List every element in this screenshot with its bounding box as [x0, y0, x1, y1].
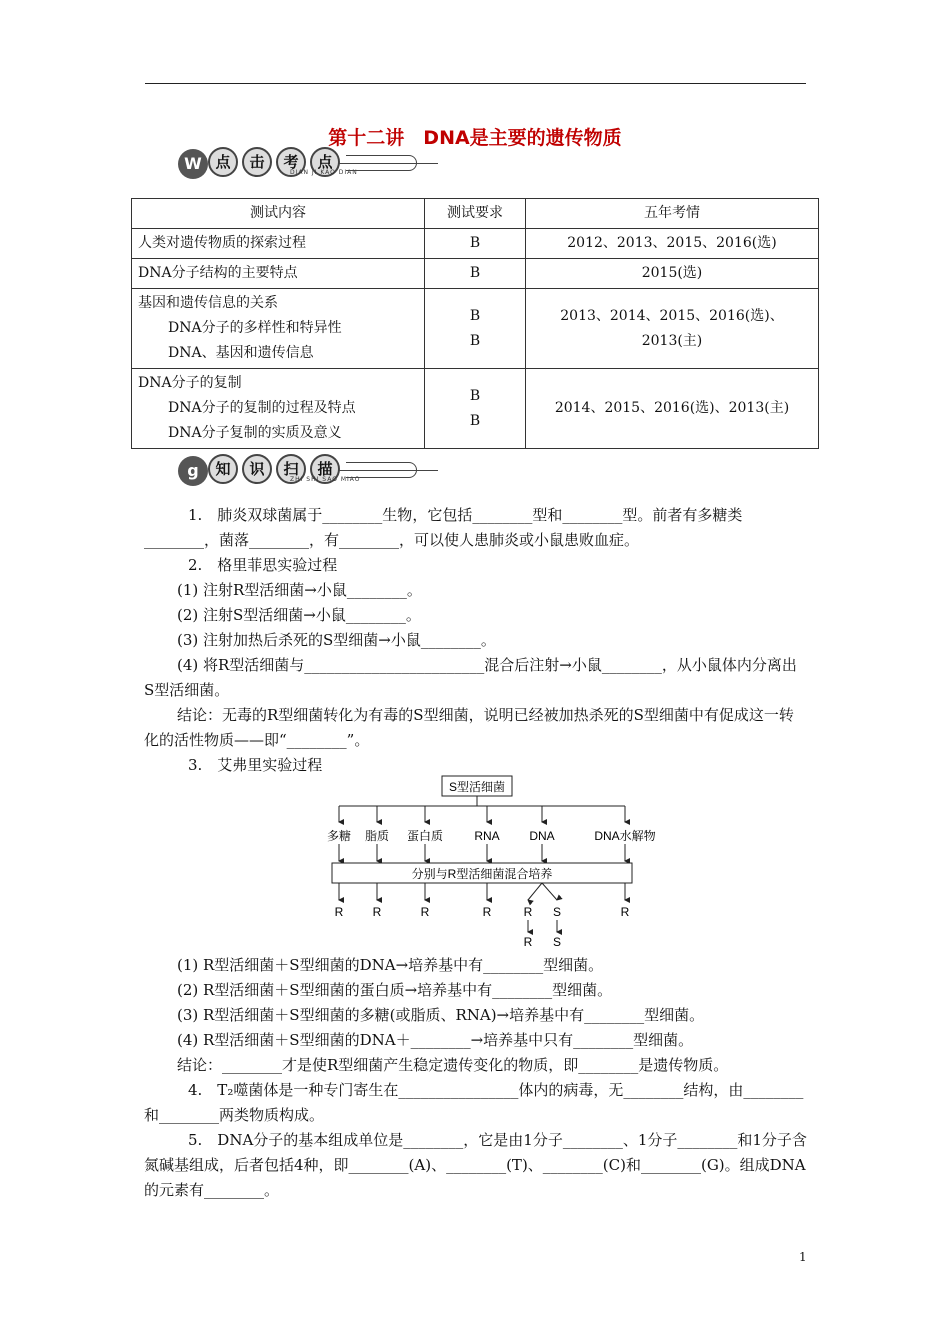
paragraph-q4: 4. T₂噬菌体是一种专门寄生在________________体内的病毒，无________结构，由________和________两类物质构成。 [144, 1081, 804, 1124]
result-arrow [528, 883, 542, 900]
banner-badge-icon: W [178, 149, 208, 179]
paragraph: (3) 注射加热后杀死的S型细菌→小鼠________。 [177, 631, 496, 649]
table-cell: B [425, 229, 526, 259]
table-row [132, 289, 819, 369]
table-cell [132, 289, 425, 369]
paragraph-q5: 5. DNA分子的基本组成单位是________，它是由1分子________、1分子________和1分子含氮碱基组成，后者包括4种，即________(A)、________(T)、________(C)和________(G)。组成DNA的元素有________。 [144, 1131, 807, 1199]
table-cell: DNA分子结构的主要特点 [132, 259, 425, 289]
table-header: 测试内容 [132, 199, 425, 229]
banner-cap [346, 155, 417, 171]
result-label: R [620, 905, 630, 919]
table-header-row [132, 199, 819, 229]
table-cell-line: DNA分子的复制的过程及特点 [168, 400, 356, 416]
table-cell: B [425, 259, 526, 289]
result2-label: S [552, 935, 562, 949]
table-cell-line: DNA分子的复制 [138, 375, 242, 391]
banner-cap [346, 462, 417, 478]
section-banner-exam-points [178, 145, 418, 189]
table-cell: 2012、2013、2015、2016(选) [526, 229, 819, 259]
table-row [132, 259, 819, 289]
banner-char: 点 [310, 147, 340, 177]
table-cell: 2014、2015、2016(选)、2013(主) [526, 369, 819, 449]
banner-char: 点 [208, 147, 238, 177]
banner-char: 击 [242, 147, 272, 177]
table-row [132, 369, 819, 449]
result-arrow [542, 883, 557, 900]
page-number: 1 [799, 1250, 807, 1264]
paragraph: (1) 注射R型活细菌→小鼠________。 [177, 581, 422, 599]
requirements-table [131, 198, 819, 449]
table-cell-line: 基因和遗传信息的关系 [138, 295, 278, 311]
table-cell-line: B [469, 332, 481, 349]
avery-experiment-diagram [322, 770, 662, 950]
source-label: S型活细菌 [448, 780, 506, 794]
result2-label: R [523, 935, 533, 949]
table-cell-line: DNA分子复制的实质及意义 [168, 425, 342, 441]
banner-badge-icon: g [178, 456, 208, 486]
banner-char: 描 [310, 454, 340, 484]
banner-char: 扫 [276, 454, 306, 484]
paragraph: (4) R型活细菌＋S型细菌的DNA＋________→培养基中只有________型细菌。 [177, 1031, 694, 1049]
banner-char: 考 [276, 147, 306, 177]
paragraph: (2) R型活细菌＋S型细菌的蛋白质→培养基中有________型细菌。 [177, 981, 613, 999]
component-label: 多糖 [326, 829, 352, 843]
mix-label: 分别与R型活细菌混合培养 [411, 867, 553, 881]
banner-pinyin: ZHI SHI SAO MIAO [290, 476, 361, 483]
result-label: S [552, 905, 562, 919]
table-cell [132, 369, 425, 449]
component-label: 脂质 [364, 829, 390, 843]
result-label: R [523, 905, 533, 919]
paragraph-conclusion: 结论：________才是使R型细菌产生稳定遗传变化的物质，即________是遗传物质。 [177, 1056, 729, 1074]
paragraph-q1: 1. 肺炎双球菌属于________生物，它包括________型和________型。前者有多糖类________，菌落________，有________，可以使人患肺炎或小鼠患败血症。 [144, 506, 743, 549]
paragraph: (1) R型活细菌＋S型细菌的DNA→培养基中有________型细菌。 [177, 956, 604, 974]
paragraph: (3) R型活细菌＋S型细菌的多糖(或脂质、RNA)→培养基中有________型细菌。 [177, 1006, 705, 1024]
section-banner-knowledge-scan [178, 452, 418, 496]
banner-char: 识 [242, 454, 272, 484]
table-cell [425, 369, 526, 449]
paragraph: (4) 将R型活细菌与________________________混合后注射→小鼠________，从小鼠体内分离出S型活细菌。 [144, 656, 797, 699]
table-header: 五年考情 [526, 199, 819, 229]
result-label: R [420, 905, 430, 919]
table-cell-line: B [469, 387, 481, 404]
banner-pinyin: DIAN JI KAO DIAN [290, 169, 358, 176]
table-cell: 人类对遗传物质的探索过程 [132, 229, 425, 259]
component-label: DNA [529, 829, 555, 843]
paragraph: (2) 注射S型活细菌→小鼠________。 [177, 606, 421, 624]
paragraph-q2: 2. 格里菲思实验过程 [188, 556, 338, 574]
banner-char: 知 [208, 454, 238, 484]
header-rule [145, 83, 806, 84]
table-cell: 2013、2014、2015、2016(选)、2013(主) [526, 289, 819, 369]
table-cell-line: B [469, 307, 481, 324]
table-cell-line: DNA分子的多样性和特异性 [168, 320, 342, 336]
component-label: 蛋白质 [406, 829, 444, 843]
component-label: DNA水解物 [594, 829, 656, 843]
paragraph-conclusion: 结论：无毒的R型细菌转化为有毒的S型细菌，说明已经被加热杀死的S型细菌中有促成这一转化的活性物质——即“________”。 [144, 706, 794, 749]
result-label: R [482, 905, 492, 919]
table-cell-line: B [469, 412, 481, 429]
table-cell-line: DNA、基因和遗传信息 [168, 345, 314, 361]
component-label: RNA [474, 829, 500, 843]
result-label: R [372, 905, 382, 919]
result-label: R [334, 905, 344, 919]
page-title: 第十二讲 DNA是主要的遗传物质 [328, 127, 622, 149]
table-cell [425, 289, 526, 369]
table-row [132, 229, 819, 259]
table-header: 测试要求 [425, 199, 526, 229]
paragraph-q3: 3. 艾弗里实验过程 [188, 756, 323, 774]
table-cell: 2015(选) [526, 259, 819, 289]
